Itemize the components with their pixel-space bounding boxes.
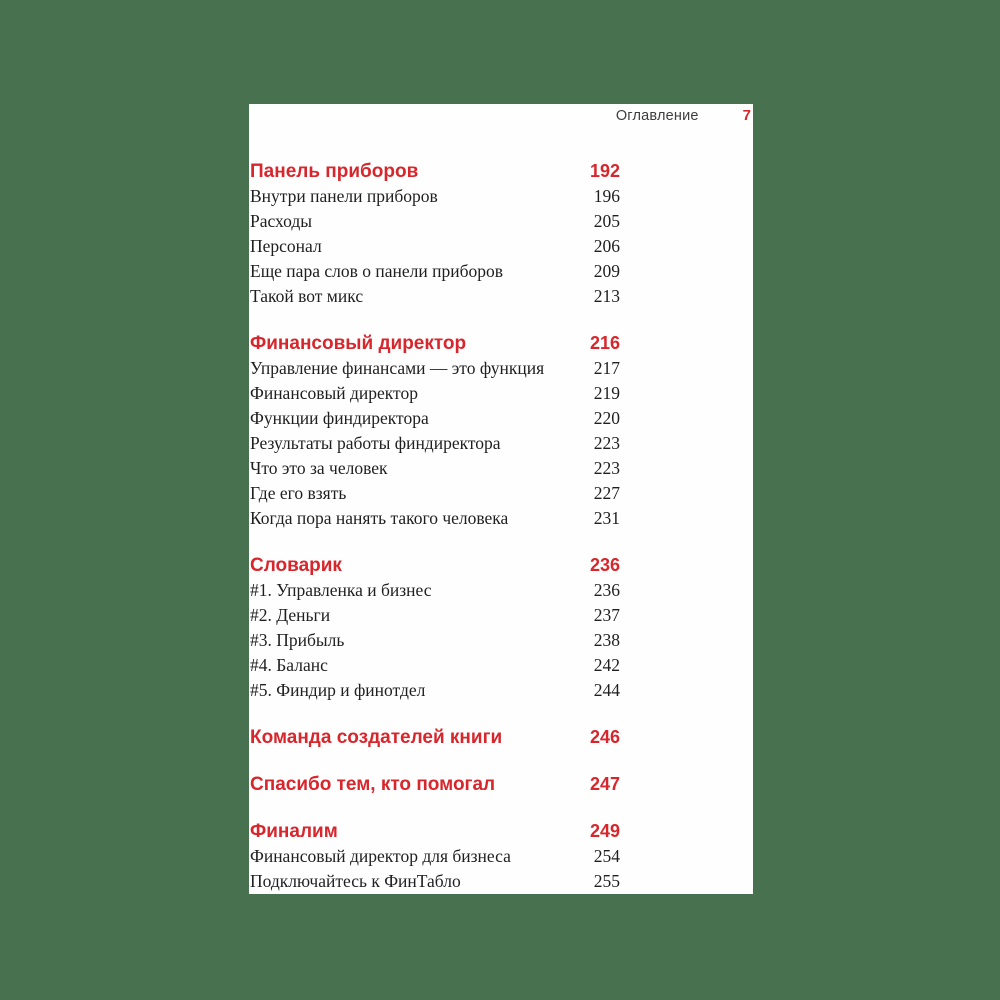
item-page-number: 223 bbox=[593, 458, 620, 478]
toc-item-row[interactable] bbox=[250, 356, 620, 381]
section-page-number: 249 bbox=[589, 821, 620, 841]
item-title: #5. Финдир и финотдел bbox=[250, 680, 426, 700]
item-title: Когда пора нанять такого человека bbox=[250, 508, 509, 528]
item-page-number: 242 bbox=[593, 655, 620, 675]
section-title: Финансовый директор bbox=[250, 333, 467, 354]
section-title: Словарик bbox=[250, 555, 342, 576]
item-page-number: 227 bbox=[593, 483, 620, 503]
item-title: Расходы bbox=[250, 211, 313, 231]
item-page-number: 223 bbox=[593, 433, 620, 453]
item-page-number: 238 bbox=[593, 630, 620, 650]
toc-item-row[interactable] bbox=[250, 406, 620, 431]
section-heading-row[interactable] bbox=[250, 725, 620, 750]
book-page bbox=[249, 104, 753, 894]
item-page-number: 254 bbox=[593, 846, 620, 866]
page-number: 7 bbox=[742, 107, 751, 124]
toc-item-row[interactable] bbox=[250, 456, 620, 481]
item-title: #4. Баланс bbox=[250, 655, 328, 675]
section-page-number: 246 bbox=[589, 727, 620, 747]
toc-item-row[interactable] bbox=[250, 209, 620, 234]
section-heading-row[interactable] bbox=[250, 159, 620, 184]
section-heading-row[interactable] bbox=[250, 819, 620, 844]
section-page-number: 247 bbox=[589, 774, 620, 794]
item-page-number: 237 bbox=[593, 605, 620, 625]
toc-item-row[interactable] bbox=[250, 381, 620, 406]
item-page-number: 206 bbox=[593, 236, 620, 256]
toc-section bbox=[250, 553, 620, 703]
section-title: Панель приборов bbox=[250, 161, 419, 182]
item-title: Финансовый директор для бизнеса bbox=[250, 846, 511, 866]
toc-item-row[interactable] bbox=[250, 284, 620, 309]
item-page-number: 219 bbox=[593, 383, 620, 403]
item-title: #1. Управленка и бизнес bbox=[250, 580, 432, 600]
item-page-number: 255 bbox=[593, 871, 620, 891]
toc-item-row[interactable] bbox=[250, 259, 620, 284]
item-page-number: 209 bbox=[593, 261, 620, 281]
item-page-number: 213 bbox=[593, 286, 620, 306]
section-heading-row[interactable] bbox=[250, 772, 620, 797]
toc-section bbox=[250, 725, 620, 750]
item-title: Персонал bbox=[250, 236, 322, 256]
item-title: Управление финансами — это функция bbox=[250, 358, 545, 378]
toc-item-row[interactable] bbox=[250, 869, 620, 894]
section-page-number: 236 bbox=[589, 555, 620, 575]
toc-item-row[interactable] bbox=[250, 578, 620, 603]
item-title: #3. Прибыль bbox=[250, 630, 345, 650]
toc-section bbox=[250, 331, 620, 531]
toc-section bbox=[250, 772, 620, 797]
toc-item-row[interactable] bbox=[250, 431, 620, 456]
item-title: Такой вот микс bbox=[250, 286, 364, 306]
item-title: Финансовый директор bbox=[250, 383, 418, 403]
toc-item-row[interactable] bbox=[250, 844, 620, 869]
toc-item-row[interactable] bbox=[250, 506, 620, 531]
item-title: Результаты работы финдиректора bbox=[250, 433, 501, 453]
item-title: Что это за человек bbox=[250, 458, 388, 478]
toc-item-row[interactable] bbox=[250, 628, 620, 653]
item-page-number: 236 bbox=[593, 580, 620, 600]
section-title: Финалим bbox=[250, 821, 338, 842]
item-title: Внутри панели приборов bbox=[250, 186, 438, 206]
page-header bbox=[249, 107, 751, 125]
toc-item-row[interactable] bbox=[250, 678, 620, 703]
item-title: Функции финдиректора bbox=[250, 408, 429, 428]
running-header-title: Оглавление bbox=[615, 108, 699, 124]
toc-item-row[interactable] bbox=[250, 184, 620, 209]
section-page-number: 192 bbox=[589, 161, 620, 181]
section-title: Команда создателей книги bbox=[250, 727, 503, 748]
section-heading-row[interactable] bbox=[250, 553, 620, 578]
item-page-number: 231 bbox=[593, 508, 620, 528]
item-title: Еще пара слов о панели приборов bbox=[250, 261, 503, 281]
item-page-number: 217 bbox=[593, 358, 620, 378]
toc-item-row[interactable] bbox=[250, 234, 620, 259]
item-title: Подключайтесь к ФинТабло bbox=[250, 871, 461, 891]
item-title: #2. Деньги bbox=[250, 605, 331, 625]
item-page-number: 244 bbox=[593, 680, 620, 700]
toc-item-row[interactable] bbox=[250, 603, 620, 628]
item-title: Где его взять bbox=[250, 483, 347, 503]
toc-item-row[interactable] bbox=[250, 653, 620, 678]
toc bbox=[250, 159, 620, 894]
item-page-number: 220 bbox=[593, 408, 620, 428]
item-page-number: 205 bbox=[593, 211, 620, 231]
section-title: Спасибо тем, кто помогал bbox=[250, 774, 496, 795]
toc-section bbox=[250, 159, 620, 309]
section-heading-row[interactable] bbox=[250, 331, 620, 356]
toc-item-row[interactable] bbox=[250, 481, 620, 506]
toc-section bbox=[250, 819, 620, 894]
item-page-number: 196 bbox=[593, 186, 620, 206]
section-page-number: 216 bbox=[589, 333, 620, 353]
